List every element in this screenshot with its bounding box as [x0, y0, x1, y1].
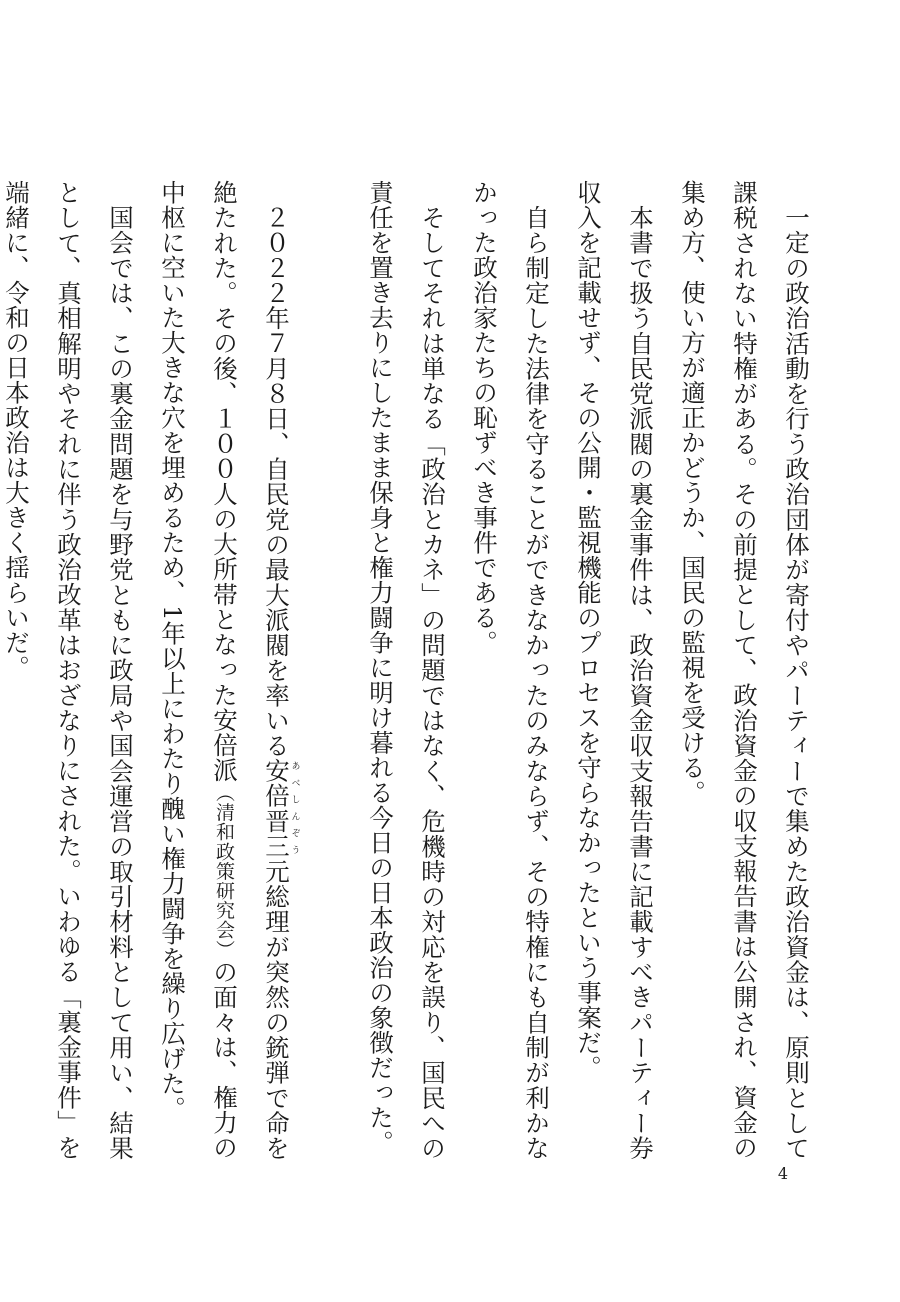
paragraph-6: 国会では、この裏金問題を与野党ともに政局や国会運営の取引材料として用い、結果として、真相解明やそれに伴う政治改革はおざなりにされた。いわゆる「裏金事件」を端緒に、令和の日本政治は大きく揺らいだ。 [2, 180, 135, 1161]
paragraph-5-middle: 元総理が突然の銃弾で命を絶たれた。その後、１００人の大所帯となった安倍派 [210, 180, 291, 1161]
paragraph-5-end: の面々は、権力の中枢に空いた大きな穴を埋めるため、1年以上にわたり醜い権力闘争を繰り広げた。 [158, 180, 239, 1161]
paragraph-5 [146, 180, 302, 1160]
paragraph-5-start: ２０２２年７月８日、自民党の最大派閥を率いる [262, 204, 291, 758]
paragraph-2: 本書で扱う自民党派閥の裏金事件は、政治資金収支報告書に記載すべきパーティー券収入を記載せず、その公開・監視機能のプロセスを守らなかったという事案だ。 [574, 180, 655, 1160]
vertical-text-body [2, 180, 822, 1161]
faction-formal-name: （清和政策研究会） [213, 782, 235, 960]
paragraph-3: 自ら制定した法律を守ることができなかったのみならず、その特権にも自制が利かなかった政治家たちの恥ずべき事件である。 [470, 180, 551, 1160]
paragraph-4: そしてそれは単なる「政治とカネ」の問題ではなく、危機時の対応を誤り、国民への責任を置き去りにしたまま保身と権力闘争に明け暮れる今日の日本政治の象徴だった。 [366, 180, 447, 1160]
name-with-furigana: 安倍晋三あべしんぞう [262, 757, 300, 859]
paragraph-1: 一定の政治活動を行う政治団体が寄付やパーティーで集めた政治資金は、原則として課税されない特権がある。その前提として、政治資金の収支報告書は公開され、資金の集め方、使い方が適正かどうか、国民の監視を受ける。 [678, 180, 811, 1160]
furigana: あべしんぞう [289, 757, 300, 859]
page-number: 4 [777, 1164, 788, 1183]
